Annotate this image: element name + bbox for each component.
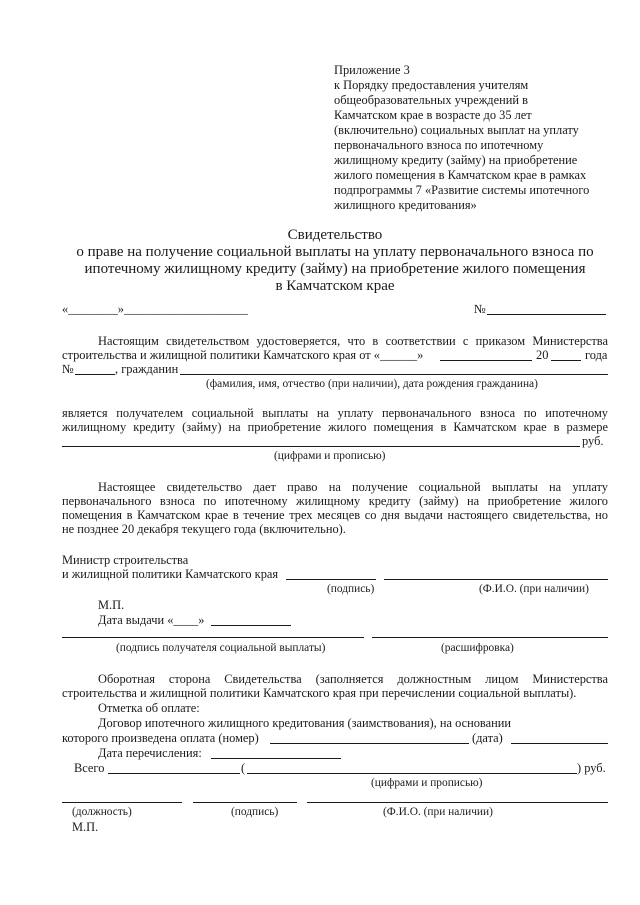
contract-date-field[interactable] (511, 743, 608, 744)
issue-date-value-field[interactable] (211, 625, 291, 626)
citizen-name-field[interactable] (180, 374, 608, 375)
amount-field[interactable] (62, 446, 580, 447)
appendix-line: общеобразовательных учреждений в (334, 93, 528, 107)
appendix-line: Камчатском крае в возрасте до 35 лет (334, 108, 532, 122)
reverse-seal-mark: М.П. (72, 820, 99, 834)
minister-fio-field[interactable] (384, 579, 608, 580)
para3-line2: первоначального взноса по ипотечному жилищному кредиту (займу) на приобретение жилого (62, 494, 608, 508)
officer-fio-field[interactable] (307, 802, 608, 803)
reverse-line1: Оборотная сторона Свидетельства (заполняется должностным лицом Министерства (98, 672, 608, 686)
para1-no-sign: № (62, 362, 74, 376)
contract-number-field[interactable] (270, 743, 469, 744)
number-sign: № (474, 302, 486, 316)
payment-mark-label: Отметка об оплате: (98, 701, 200, 715)
minister-fio-caption: (Ф.И.О. (при наличии) (479, 583, 589, 595)
recipient-decode-caption: (расшифровка) (441, 642, 514, 654)
position-caption: (должность) (72, 806, 132, 818)
para3-line3: помещения в Камчатском крае в течение трех месяцев со дня выдачи настоящего свидетельства, но (62, 508, 608, 522)
title-line: о праве на получение социальной выплаты на уплату первоначального взноса по (76, 244, 594, 260)
recipient-signature-field[interactable] (62, 637, 364, 638)
total-paren-open: ( (241, 761, 246, 775)
para1-citizen: , гражданин (115, 362, 179, 376)
total-label: Всего (74, 761, 105, 775)
recipient-sign-caption: (подпись получателя социальной выплаты) (116, 642, 326, 654)
issue-date-label: Дата выдачи «____» (98, 613, 205, 627)
transfer-date-field[interactable] (211, 758, 341, 759)
transfer-date-label: Дата перечисления: (98, 746, 202, 760)
para1-line2-start: строительства и жилищной политики Камчатского края от «______» (62, 348, 424, 362)
para1-year-word: года (585, 348, 608, 362)
para1-year: 20 (536, 348, 549, 362)
minister-signature-field[interactable] (286, 579, 376, 580)
title-line: Свидетельство (287, 227, 383, 243)
total-paren-close: ) руб. (577, 761, 606, 775)
minister-title-2: и жилищной политики Камчатского края (62, 567, 279, 581)
para2-line2: жилищному кредиту (займу) на приобретение жилого помещения в Камчатском крае в размере (62, 420, 608, 434)
order-date-field[interactable] (440, 360, 532, 361)
appendix-line: к Порядку предоставления учителям (334, 78, 529, 92)
total-words-field[interactable] (247, 773, 577, 774)
officer-fio-caption: (Ф.И.О. (при наличии) (383, 806, 493, 818)
appendix-line: подпрограммы 7 «Развитие системы ипотечного (334, 183, 590, 197)
para1-line1: Настоящим свидетельством удостоверяется, что в соответствии с приказом Министерства (98, 334, 608, 348)
paid-by-label: которого произведена оплата (номер) (62, 731, 259, 745)
reverse-line2: строительства и жилищной политики Камчатского края при перечислении социальной выплаты). (62, 686, 577, 700)
certificate-number-field[interactable] (487, 314, 606, 315)
appendix-line: первоначального взноса по ипотечному (334, 138, 544, 152)
order-year-field[interactable] (551, 360, 581, 361)
paid-by-date-label: (дата) (472, 731, 503, 745)
appendix-line: жилого помещения в Камчатском крае в рамках (334, 168, 587, 182)
seal-mark: М.П. (98, 598, 125, 612)
amount-caption: (цифрами и прописью) (274, 450, 386, 462)
title-line: в Камчатском крае (275, 278, 395, 294)
appendix-line: Приложение 3 (334, 63, 410, 77)
para2-line1: является получателем социальной выплаты на уплату первоначального взноса по ипотечному (62, 406, 608, 420)
officer-signature-field[interactable] (193, 802, 297, 803)
order-number-field[interactable] (75, 374, 115, 375)
citizen-caption: (фамилия, имя, отчество (при наличии), дата рождения гражданина) (206, 378, 538, 390)
total-caption: (цифрами и прописью) (371, 777, 483, 789)
appendix-line: жилищному кредиту (займу) на приобретение (334, 153, 578, 167)
issue-date-field[interactable]: «________»____________________ (62, 302, 248, 316)
para3-line4: не позднее 20 декабря текущего года (включительно). (62, 522, 346, 536)
recipient-decode-field[interactable] (372, 637, 608, 638)
officer-sign-caption: (подпись) (231, 806, 279, 818)
para2-rub: руб. (582, 434, 604, 448)
para3-line1: Настоящее свидетельство дает право на получение социальной выплаты на уплату (98, 480, 608, 494)
appendix-line: (включительно) социальных выплат на уплату (334, 123, 579, 137)
appendix-line: жилищного кредитования» (334, 198, 477, 212)
officer-position-field[interactable] (62, 802, 182, 803)
title-line: ипотечному жилищному кредиту (займу) на приобретение жилого помещения (84, 261, 586, 277)
minister-title: Министр строительства (62, 553, 189, 567)
total-figures-field[interactable] (108, 773, 240, 774)
contract-line: Договор ипотечного жилищного кредитования (заимствования), на основании (98, 716, 511, 730)
minister-sign-caption: (подпись) (327, 583, 375, 595)
